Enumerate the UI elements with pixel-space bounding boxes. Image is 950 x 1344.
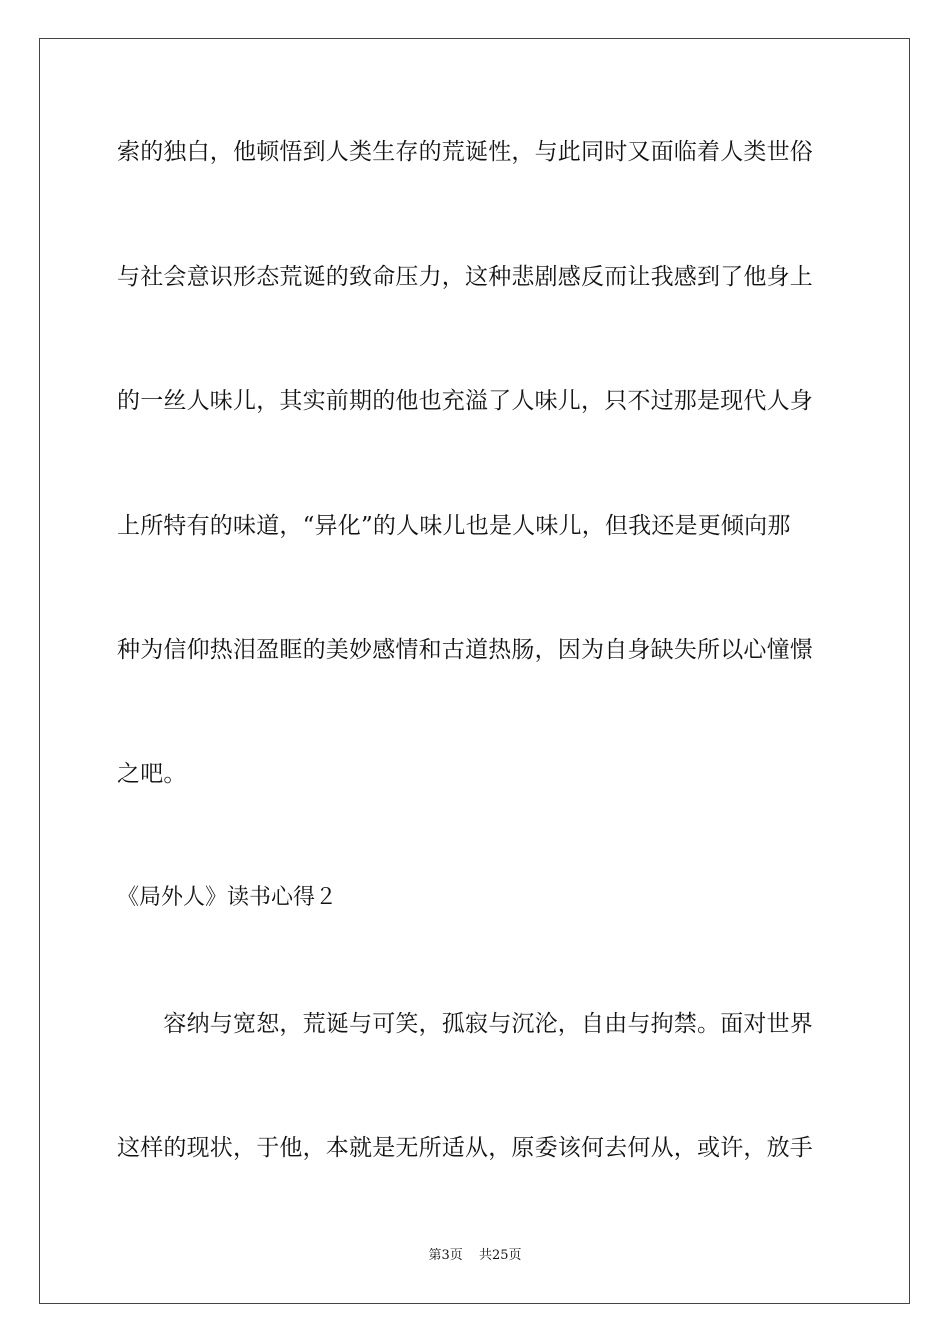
page-footer (0, 1247, 950, 1265)
body-text-line: 容纳与宽恕，荒诞与可笑，孤寂与沉沦，自由与拘禁。面对世界 (117, 1011, 813, 1037)
body-text-line: 的一丝人味儿，其实前期的他也充溢了人味儿，只不过那是现代人身 (117, 388, 813, 414)
page-total: 共25页 (478, 1248, 522, 1263)
body-text-line: 上所特有的味道，“异化”的人味儿也是人味儿，但我还是更倾向那 (117, 513, 791, 539)
page-border (39, 38, 910, 1304)
page-number: 第3页 (428, 1248, 463, 1263)
body-text-line: 种为信仰热泪盈眶的美妙感情和古道热肠，因为自身缺失所以心憧憬 (117, 637, 813, 663)
body-text-line: 索的独白，他顿悟到人类生存的荒诞性，与此同时又面临着人类世俗 (117, 139, 813, 165)
body-text-line: 之吧。 (117, 761, 187, 787)
section-heading: 《局外人》读书心得２ (117, 885, 338, 910)
body-text-line: 与社会意识形态荒诞的致命压力，这种悲剧感反而让我感到了他身上 (117, 264, 813, 290)
body-text-line: 这样的现状，于他，本就是无所适从，原委该何去何从，或许，放手 (117, 1135, 813, 1161)
